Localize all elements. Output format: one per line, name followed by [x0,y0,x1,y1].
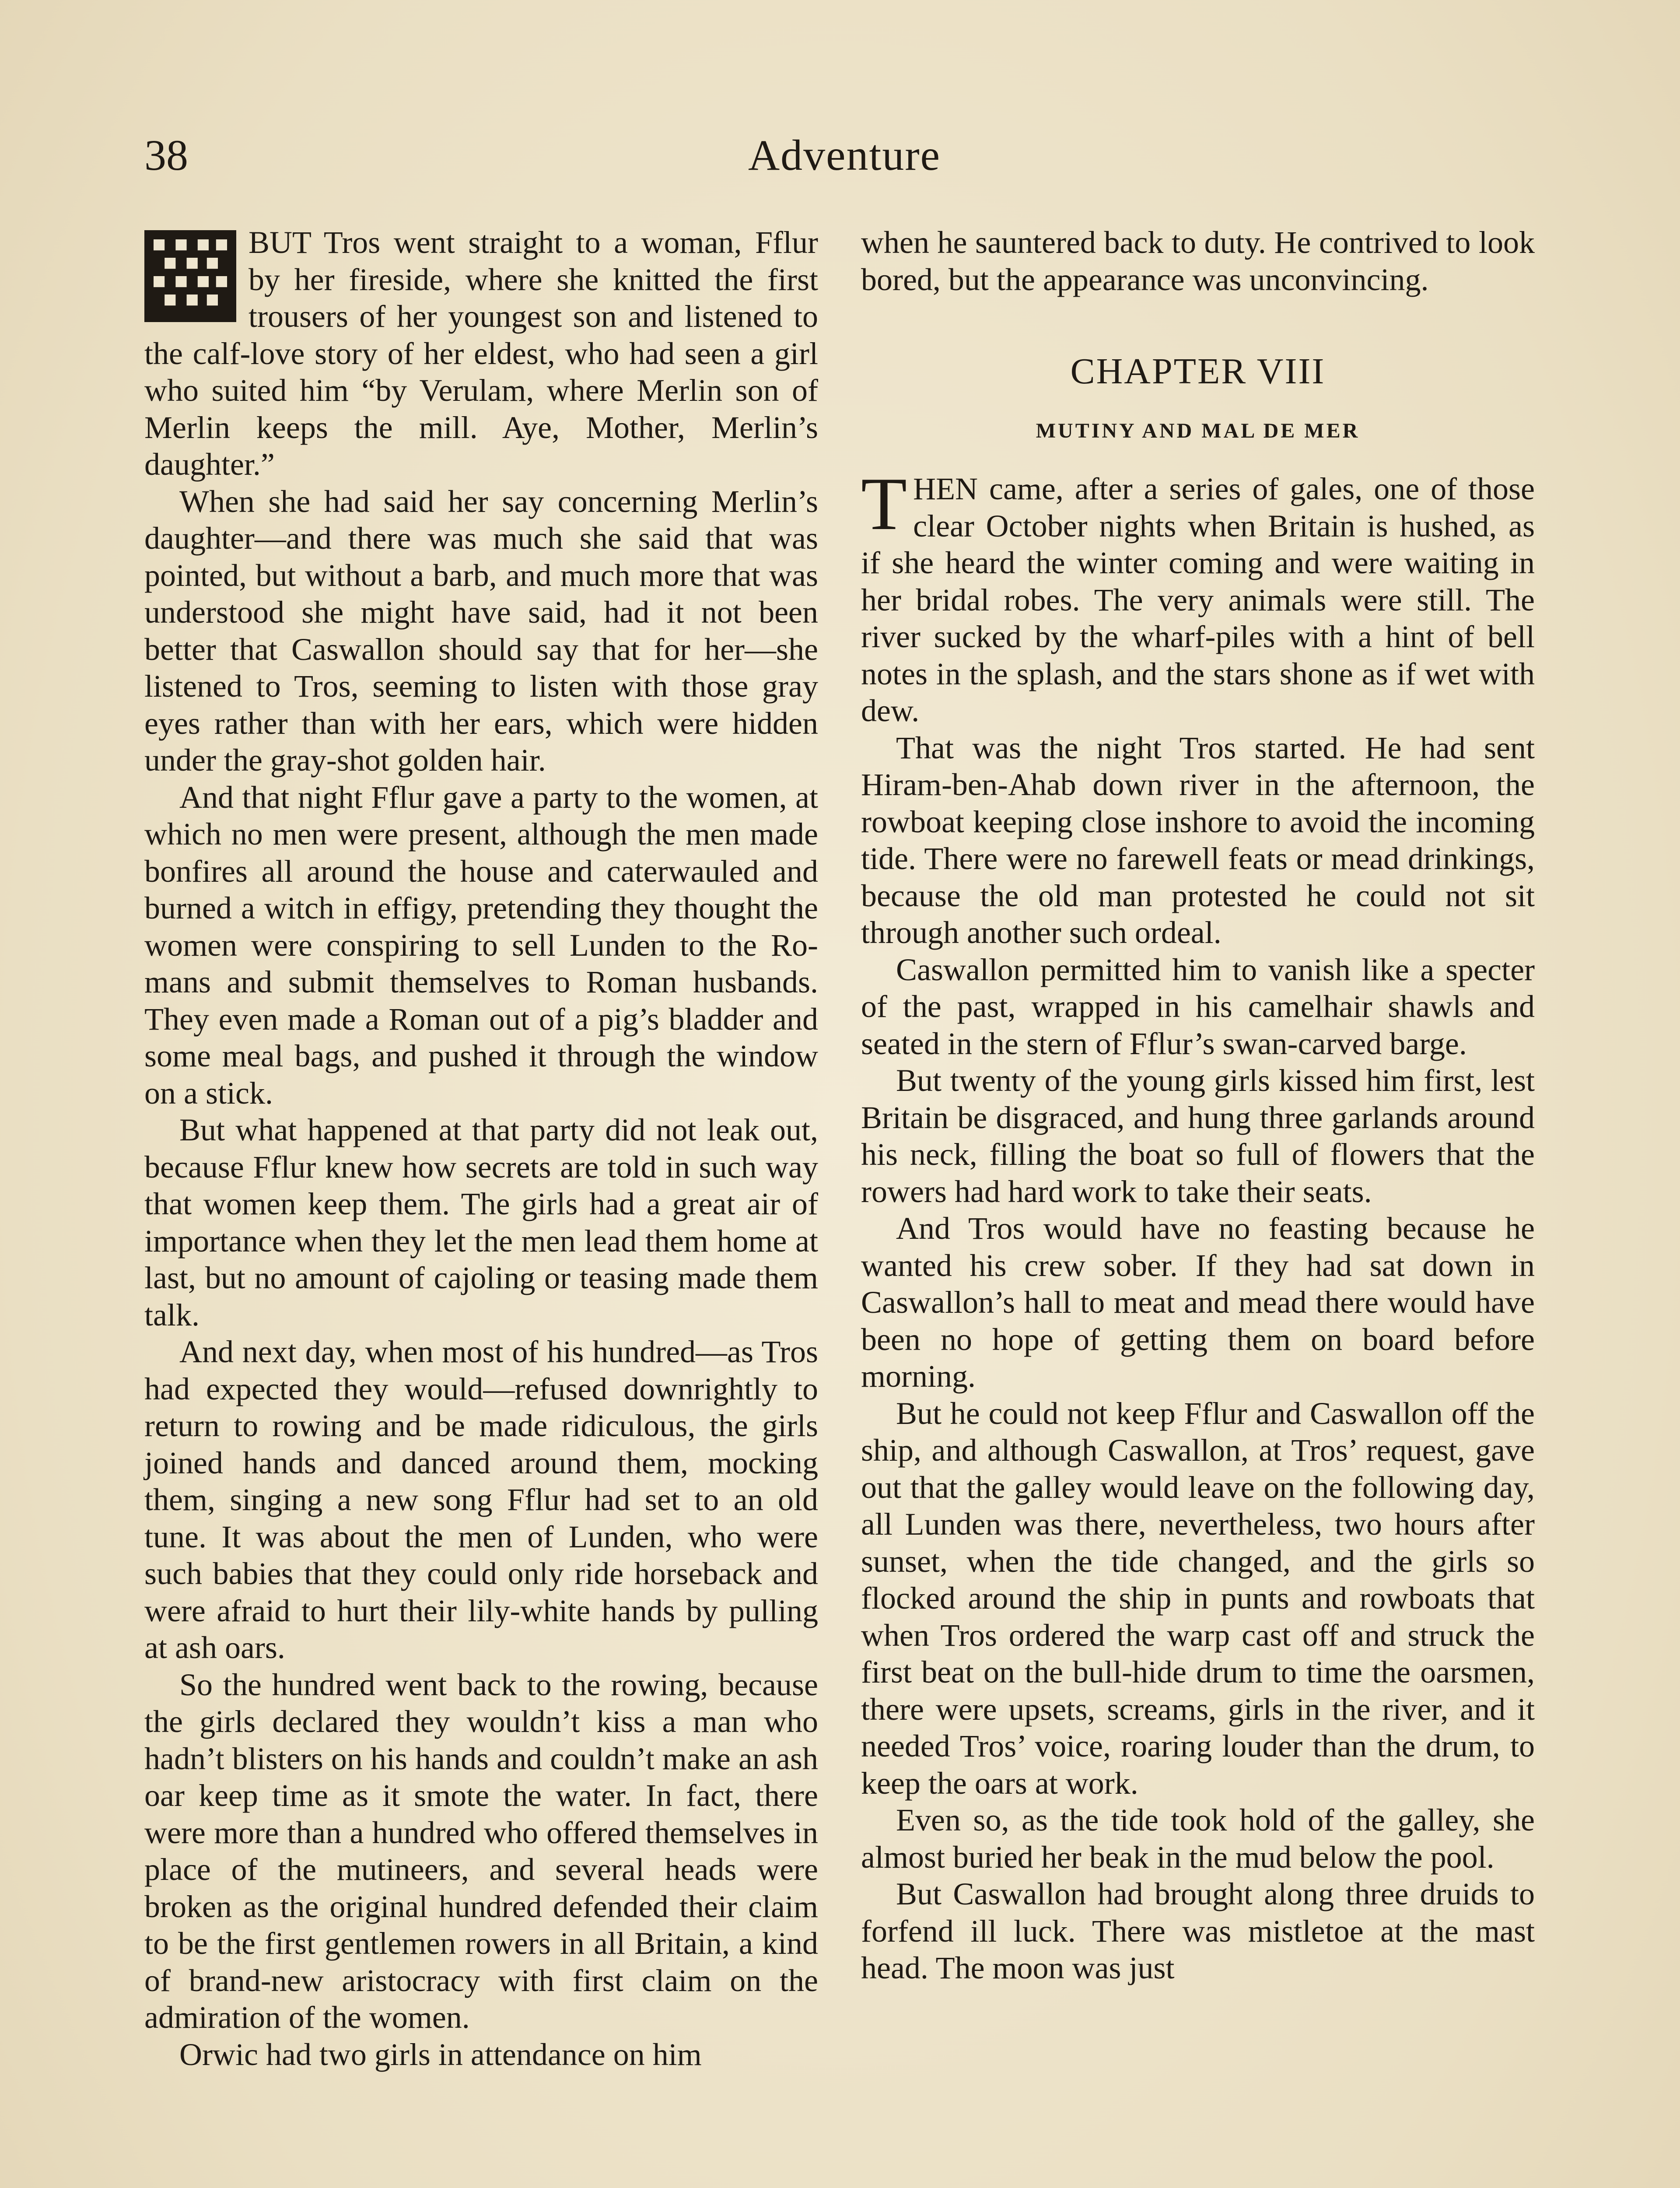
ornamental-initial-icon [144,230,236,322]
paragraph-text: HEN came, after a series of gales, one of those clear October nights when Britain is hushed, as if she heard the winter coming and were waiting in her bridal robes. The very animals were still. The river sucked by the wharf-piles with a hint of bell notes in the splash, and the stars shone as if wet with dew. [861,471,1535,728]
paragraph: That was the night Tros started. He had sent Hiram-ben-Ahab down river in the afternoon, the rowboat keeping close inshore to avoid the incoming tide. There were no farewell feats or mead drinkings, because the old man protested he could not sit through another such ordeal. [861,730,1535,950]
paragraph: When she had said her say concerning Merlin’s daughter—and there was much she said that was pointed, but without a barb, and much more that was understood she might have said, had it not been better that Caswallon should say that for her—she listened to Tros, seeming to listen with those gray eyes rather than with her ears, which were hidden under the gray-shot golden hair. [144,484,818,778]
paragraph: Orwic had two girls in attendance on him [179,2037,702,2072]
paragraph: Caswallon permitted him to vanish like a specter of the past, wrapped in his camelhair shawls and seated in the stern of Fflur’s swan-carved barge. [861,952,1535,1061]
right-column [861,224,1535,1987]
page-number: 38 [144,131,188,179]
chapter-opening-paragraph [861,463,1535,729]
chapter-title: CHAPTER VIII [1070,351,1326,392]
left-column [144,224,818,2073]
drop-cap: T [861,463,907,546]
paragraph: And next day, when most of his hundred—as Tros had expected they would—refused downrightly to return to rowing and be made ridiculous, the girls joined hands and danced around them, mocking them, singing a new song Fflur had set to an old tune. It was about the men of Lunden, who were such babies that they could only ride horseback and were afraid to hurt their lily-white hands by pulling at ash oars. [144,1334,818,1665]
paragraph: And Tros would have no feasting because he wanted his crew sober. If they had sat down in Caswallon’s hall to meat and mead there would have been no hope of getting them on board before morning. [861,1211,1535,1394]
magazine-title: Adventure [748,131,941,179]
chapter-subtitle: MUTINY AND MAL DE MER [1036,419,1360,442]
page-header [144,127,1544,184]
paragraph: BUT Tros went straight to a woman, Fflur by her fireside, where she knitted the first trousers of her youngest son and listened to the calf-love story of her eldest, who had seen a girl who suited him “by Verulam, where Merlin son of Merlin keeps the mill. Aye, Mother, Merlin’s daughter.” [144,225,818,482]
paragraph: And that night Fflur gave a party to the women, at which no men were present, although the men made bonfires all around the house and caterwauled and burned a witch in effigy, pretending they thought the women were conspiring to sell Lunden to the Romans and submit themselves to Roman husbands. They even made a Roman out of a pig’s bladder and some meal bags, and pushed it through the window on a stick. [144,779,818,1111]
paragraph: But he could not keep Fflur and Caswallon off the ship, and although Caswallon, at Tros’ request, gave out that the galley would leave on the following day, all Lunden was there, nevertheless, two hours after sunset, when the tide changed, and the girls so flocked around the ship in punts and rowboats that when Tros ordered the warp cast off and struck the first beat on the bull-hide drum to time the oarsmen, there were upsets, screams, girls in the river, and it needed Tros’ voice, roaring louder than the drum, to keep the oars at work. [861,1396,1535,1801]
paragraph: But Caswallon had brought along three druids to forfend ill luck. There was mistletoe at the mast head. The moon was just [861,1876,1535,1985]
paragraph: So the hundred went back to the rowing, because the girls declared they wouldn’t kiss a man who hadn’t blisters on his hands and couldn’t make an ash oar keep time as it smote the water. In fact, there were more than a hundred who offered themselves in place of the mutineers, and several heads were broken as the original hundred defended their claim to be the first gentlemen rowers in all Britain, a kind of brand-new aristocracy with first claim on the admiration of the women. [144,1667,818,2035]
paragraph: when he sauntered back to duty. He contrived to look bored, but the appearance was unconvincing. [861,225,1535,297]
paragraph: Even so, as the tide took hold of the galley, she almost buried her beak in the mud below the pool. [861,1802,1535,1875]
paragraph: But twenty of the young girls kissed him first, lest Britain be disgraced, and hung three garlands around his neck, filling the boat so full of flowers that the rowers had hard work to take their seats. [861,1063,1535,1209]
paragraph: But what happened at that party did not leak out, because Fflur knew how secrets are told in such way that women keep them. The girls had a great air of importance when they let the men lead them home at last, but no amount of cajoling or teasing made them talk. [144,1112,818,1332]
